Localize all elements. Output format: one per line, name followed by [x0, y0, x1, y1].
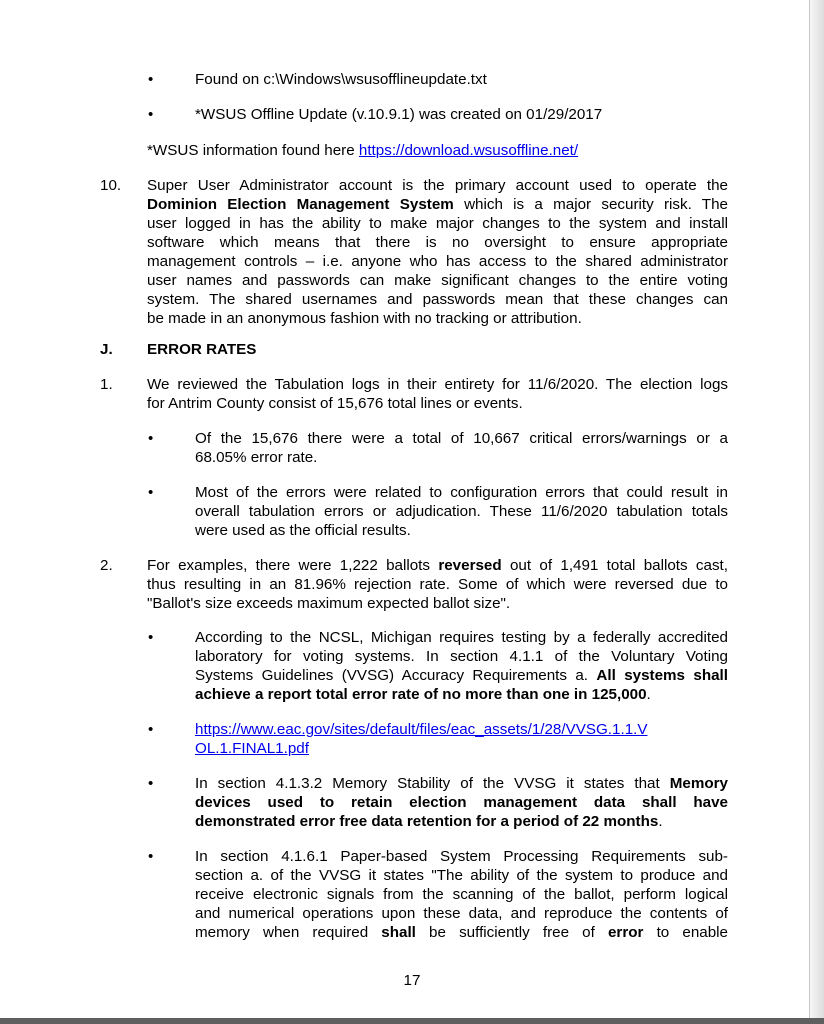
text-line: "Ballot's size exceeds maximum expected ballot size". [147, 595, 511, 612]
bullet-text: *WSUS Offline Update (v.10.9.1) was created on 01/29/2017 [195, 106, 603, 123]
page-edge-bottom [0, 1018, 824, 1024]
wsus-info-line [147, 141, 737, 160]
item2-paragraph [147, 556, 728, 613]
text-line [147, 195, 728, 214]
item1-paragraph [147, 375, 728, 413]
text-line: receive electronic signals from the scanning of the ballot, perform logical [195, 886, 728, 903]
section-title: ERROR RATES [147, 341, 257, 358]
bullet-glyph: • [148, 629, 154, 646]
text-line: Most of the errors were related to configuration errors that could result in [195, 484, 728, 501]
bold-phrase: All systems shall [596, 667, 728, 684]
text-line: 68.05% error rate. [195, 449, 318, 466]
text-line [195, 685, 728, 704]
bullet-glyph: • [148, 430, 154, 447]
text-line: Super User Administrator account is the primary account used to operate the [147, 177, 728, 194]
text-line: overall tabulation errors or adjudication. These 11/6/2020 tabulation totals [195, 503, 728, 520]
text-span: be sufficiently free of [415, 924, 608, 941]
text-line [195, 793, 728, 812]
text-line: for Antrim County consist of 15,676 total lines or events. [147, 395, 523, 412]
bullet-glyph: • [148, 106, 154, 123]
text-span: which is a major security risk. The [464, 196, 728, 213]
bold-phrase: achieve a report total error rate of no more than one in 125,000 [195, 686, 647, 703]
text-line: management controls – i.e. anyone who has access to the shared administrator [147, 253, 728, 270]
vvsg-pdf-link-continued[interactable]: OL.1.FINAL1.pdf [195, 740, 309, 757]
item-number: 1. [100, 376, 113, 393]
bold-phrase: devices used to retain election management data shall have [195, 794, 728, 811]
bold-word: Memory [669, 775, 728, 792]
text-line: According to the NCSL, Michigan requires testing by a federally accredited [195, 629, 728, 646]
text-line: user names and passwords can make significant changes to the entire voting [147, 272, 728, 289]
text-span: In section 4.1.3.2 Memory Stability of the VVSG it states that [195, 775, 660, 792]
bold-word: error [607, 924, 644, 941]
page-number: 17 [403, 972, 421, 989]
wsus-download-link[interactable]: https://download.wsusoffline.net/ [358, 142, 579, 159]
page-edge-right [809, 0, 824, 1024]
item-number: 2. [100, 557, 113, 574]
text-line: and numerical operations upon these data, and reproduce the contents of [195, 905, 728, 922]
text-line [147, 556, 728, 575]
bold-word: shall [381, 924, 416, 941]
text-span: . [658, 813, 663, 830]
bullet-glyph: • [148, 775, 154, 792]
bullet-text: Found on c:\Windows\wsusofflineupdate.txt [195, 71, 487, 88]
text-span: to enable [643, 924, 728, 941]
text-span: . [646, 686, 651, 703]
text-span: out of 1,491 total ballots cast, [501, 557, 728, 574]
bullet-glyph: • [148, 71, 154, 88]
bold-phrase: Dominion Election Management System [147, 196, 454, 213]
text-line: Of the 15,676 there were a total of 10,667 critical errors/warnings or a [195, 430, 728, 447]
text-span: For examples, there were 1,222 ballots [147, 557, 439, 574]
text-line [195, 774, 728, 793]
bold-phrase: demonstrated error free data retention for a period of 22 months [195, 813, 659, 830]
bullet-paragraph [195, 628, 728, 704]
text-line: laboratory for voting systems. In section 4.1.1 of the Voluntary Voting [195, 648, 728, 665]
wsus-info-prefix: *WSUS information found here [147, 142, 359, 159]
bold-word: reversed [438, 557, 502, 574]
section-letter: J. [100, 341, 113, 358]
text-line: software which means that there is no oversight to ensure appropriate [147, 234, 728, 251]
bullet-glyph: • [148, 484, 154, 501]
bullet-paragraph [195, 847, 728, 942]
text-span: memory when required [195, 924, 382, 941]
bullet-paragraph [195, 774, 728, 831]
text-line: were used as the official results. [195, 522, 411, 539]
bullet-paragraph [195, 483, 728, 540]
text-line: thus resulting in an 81.96% rejection rate. Some of which were reversed due to [147, 576, 728, 593]
item-number: 10. [100, 177, 122, 194]
item10-paragraph [147, 176, 728, 328]
bullet-paragraph [195, 720, 728, 758]
text-line: system. The shared usernames and passwords mean that these changes can [147, 291, 728, 308]
text-line: In section 4.1.6.1 Paper-based System Processing Requirements sub- [195, 848, 728, 865]
text-line [195, 739, 728, 758]
text-line [195, 666, 728, 685]
vvsg-pdf-link[interactable]: https://www.eac.gov/sites/default/files/eac_assets/1/28/VVSG.1.1.V [195, 721, 648, 738]
bullet-glyph: • [148, 848, 154, 865]
bullet-glyph: • [148, 721, 154, 738]
text-line: user logged in has the ability to make major changes to the system and install [147, 215, 728, 232]
text-line [195, 812, 728, 831]
text-line [195, 923, 728, 942]
bullet-paragraph [195, 429, 728, 467]
text-line: We reviewed the Tabulation logs in their entirety for 11/6/2020. The election logs [147, 376, 728, 393]
text-line: be made in an anonymous fashion with no tracking or attribution. [147, 310, 582, 327]
text-span: Systems Guidelines (VVSG) Accuracy Requirements a. [195, 667, 589, 684]
text-line: section a. of the VVSG it states "The ability of the system to produce and [195, 867, 728, 884]
text-line [195, 720, 728, 739]
